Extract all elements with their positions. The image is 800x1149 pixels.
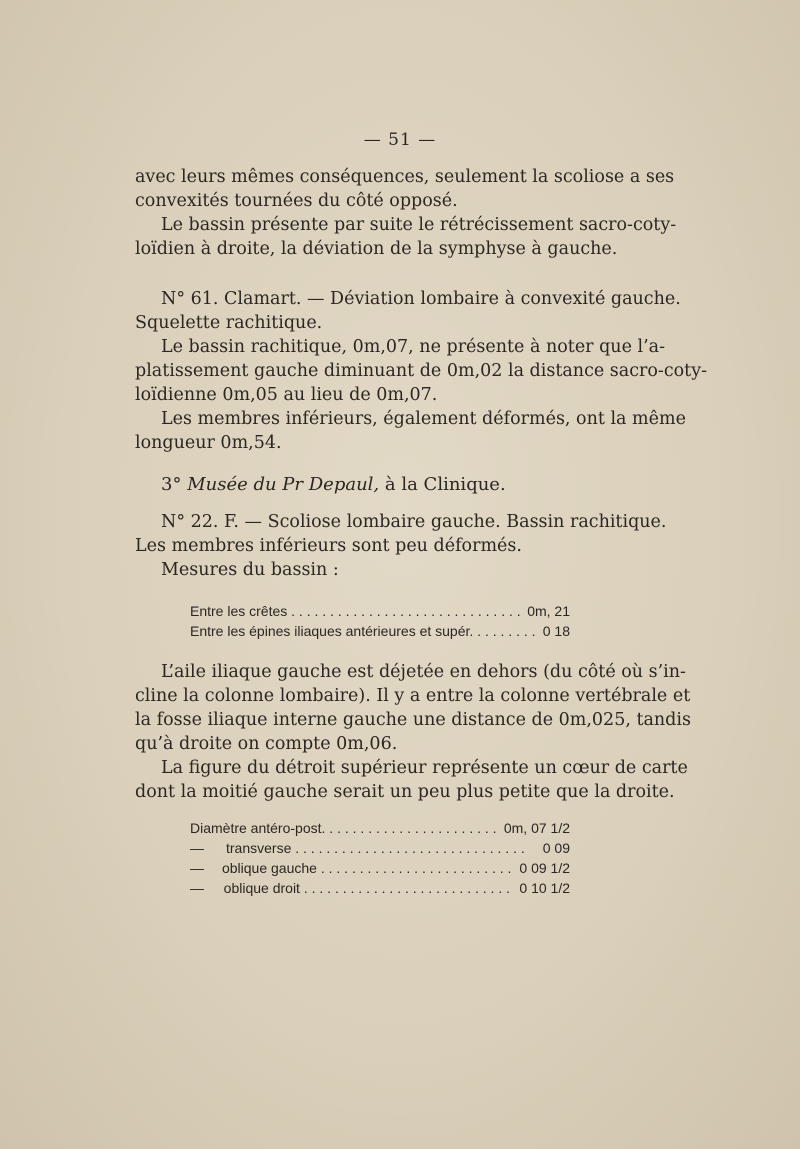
- text-line: Mesures du bassin :: [161, 560, 339, 580]
- table-row: [190, 838, 570, 858]
- text-line: longueur 0m,54.: [135, 433, 282, 453]
- row-value: 0 09 1/2: [519, 860, 570, 876]
- paragraph-bottom: [135, 660, 691, 804]
- row-value: 0m, 21: [527, 603, 570, 619]
- museum-heading: [161, 474, 506, 495]
- row-dash: —: [190, 880, 204, 896]
- text-line: platissement gauche diminuant de 0m,02 la distance sacro-coty-: [135, 361, 707, 381]
- text-line: N° 22. F. — Scoliose lombaire gauche. Bassin rachitique.: [161, 512, 667, 532]
- row-label: transverse . . .: [226, 838, 537, 858]
- text-line: L’aile iliaque gauche est déjetée en dehors (du côté où s’in-: [161, 662, 686, 682]
- paragraph-top: [135, 165, 677, 261]
- row-value: 0 09: [542, 840, 570, 856]
- text-line: Les membres inférieurs, également déformés, ont la même: [161, 409, 686, 429]
- text-line: qu’à droite on compte 0m,06.: [135, 734, 398, 754]
- row-value: 0m, 07 1/2: [503, 820, 570, 836]
- table-row: [190, 858, 570, 878]
- text-line: dont la moitié gauche serait un peu plus petite que la droite.: [135, 782, 675, 802]
- text-line: La figure du détroit supérieur représente un cœur de carte: [161, 758, 688, 778]
- case-22-paragraph: [135, 510, 667, 582]
- row-label: Entre les épines iliaques antérieures et supér. . . .: [190, 621, 537, 641]
- row-label: Entre les crêtes . . .: [190, 601, 521, 621]
- heading-italic: Musée du Pr Depaul,: [187, 474, 380, 495]
- text-line: Les membres inférieurs sont peu déformés.: [135, 536, 522, 556]
- text-line: N° 61. Clamart. — Déviation lombaire à convexité gauche.: [161, 289, 681, 309]
- text-line: avec leurs mêmes conséquences, seulement la scoliose a ses: [135, 167, 675, 187]
- text-line: cline la colonne lombaire). Il y a entre la colonne vertébrale et: [135, 686, 691, 706]
- text-line: la fosse iliaque interne gauche une distance de 0m,025, tandis: [135, 710, 691, 730]
- text-line: Le bassin présente par suite le rétrécissement sacro-coty-: [161, 215, 677, 235]
- text-line: loïdienne 0m,05 au lieu de 0m,07.: [135, 385, 438, 405]
- page-number: — 51 —: [363, 130, 437, 150]
- text-line: Le bassin rachitique, 0m,07, ne présente à noter que l’a-: [161, 337, 665, 357]
- diameters-table: [190, 818, 570, 898]
- row-dash: —: [190, 840, 204, 856]
- heading-suffix: à la Clinique.: [379, 474, 506, 495]
- row-label: oblique gauche . . .: [222, 858, 513, 878]
- row-dash: —: [190, 860, 204, 876]
- row-value: 0 10 1/2: [519, 880, 570, 896]
- table-row: [190, 601, 570, 621]
- table-row: [190, 621, 570, 641]
- text-line: Squelette rachitique.: [135, 313, 323, 333]
- text-line: convexités tournées du côté opposé.: [135, 191, 458, 211]
- measurements-table: [190, 601, 570, 641]
- row-value: 0 18: [542, 623, 570, 639]
- heading-prefix: 3°: [161, 474, 188, 495]
- text-line: loïdien à droite, la déviation de la symphyse à gauche.: [135, 239, 618, 259]
- case-61-paragraph: [135, 287, 707, 455]
- table-row: [190, 878, 570, 898]
- row-label: oblique droit . . .: [224, 878, 514, 898]
- table-row: [190, 818, 570, 838]
- row-label: Diamètre antéro-post. . . .: [190, 818, 498, 838]
